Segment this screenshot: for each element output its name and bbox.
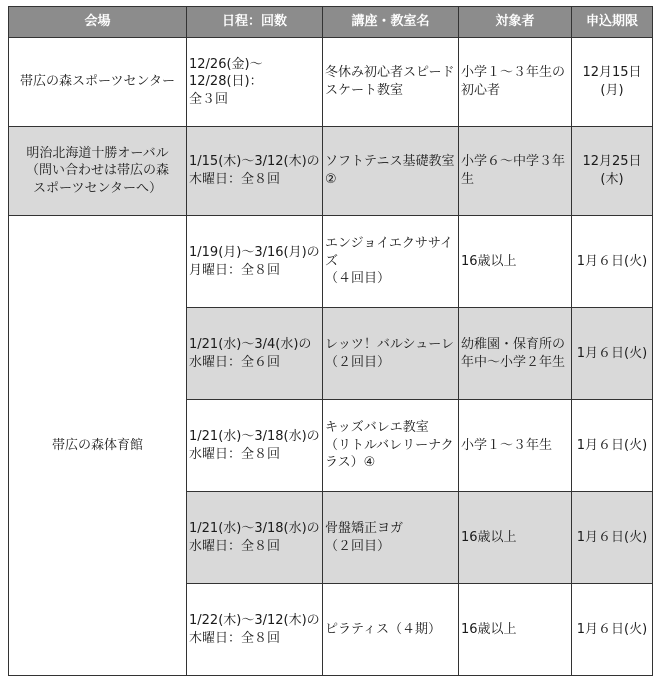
deadline-cell: 12月25日(木) <box>572 127 653 216</box>
header-row <box>9 7 653 38</box>
course-cell: 冬休み初心者スピードスケート教室 <box>323 38 459 127</box>
course-cell: ソフトテニス基礎教室 ② <box>323 127 459 216</box>
target-cell: 小学６～中学３年生 <box>459 127 572 216</box>
table-row <box>9 127 653 216</box>
venue-cell: 帯広の森スポーツセンター <box>9 38 187 127</box>
venue-cell: 明治北海道十勝オーバル （問い合わせは帯広の森 スポーツセンターへ） <box>9 127 187 216</box>
schedule-cell: 1/15(木)～3/12(木)の 木曜日：全８回 <box>187 127 323 216</box>
course-cell: 骨盤矯正ヨガ （２回目） <box>323 492 459 584</box>
deadline-cell: 1月６日(火) <box>572 400 653 492</box>
target-cell: 小学１～３年生 <box>459 400 572 492</box>
schedule-cell: 1/22(木)～3/12(木)の 木曜日：全８回 <box>187 584 323 676</box>
target-cell: 小学１～３年生の初心者 <box>459 38 572 127</box>
schedule-cell: 12/26(金)～12/28(日)： 全３回 <box>187 38 323 127</box>
header-target: 対象者 <box>459 7 572 38</box>
deadline-cell: 1月６日(火) <box>572 492 653 584</box>
target-cell: 幼稚園・保育所の 年中～小学２年生 <box>459 308 572 400</box>
deadline-cell: 12月15日(月) <box>572 38 653 127</box>
course-cell: キッズバレエ教室 （リトルバレリーナク ラス）④ <box>323 400 459 492</box>
course-cell: ピラティス（４期） <box>323 584 459 676</box>
schedule-cell: 1/21(水)～3/18(水)の 水曜日：全８回 <box>187 492 323 584</box>
deadline-cell: 1月６日(火) <box>572 584 653 676</box>
schedule-cell: 1/21(水)～3/4(水)の 水曜日：全６回 <box>187 308 323 400</box>
deadline-cell: 1月６日(火) <box>572 216 653 308</box>
schedule-table <box>8 6 653 676</box>
header-venue: 会場 <box>9 7 187 38</box>
schedule-cell: 1/21(水)～3/18(水)の 水曜日：全８回 <box>187 400 323 492</box>
course-cell: レッツ！バルシューレ （２回目） <box>323 308 459 400</box>
target-cell: 16歳以上 <box>459 216 572 308</box>
header-deadline: 申込期限 <box>572 7 653 38</box>
schedule-cell: 1/19(月)～3/16(月)の 月曜日：全８回 <box>187 216 323 308</box>
course-cell: エンジョイエクササイズ （４回目） <box>323 216 459 308</box>
venue-cell: 帯広の森体育館 <box>9 216 187 676</box>
target-cell: 16歳以上 <box>459 584 572 676</box>
header-course: 講座・教室名 <box>323 7 459 38</box>
header-schedule: 日程：回数 <box>187 7 323 38</box>
table-row <box>9 216 653 308</box>
target-cell: 16歳以上 <box>459 492 572 584</box>
table-row <box>9 38 653 127</box>
deadline-cell: 1月６日(火) <box>572 308 653 400</box>
